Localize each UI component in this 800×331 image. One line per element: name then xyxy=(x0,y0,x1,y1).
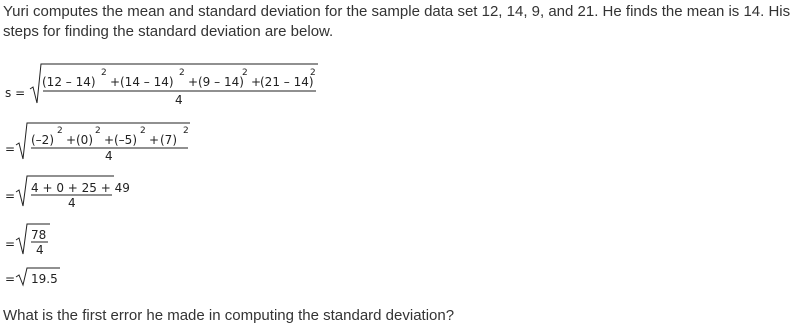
step-2-term-3: (–5) xyxy=(114,133,137,147)
step-1-exp-4: 2 xyxy=(310,68,316,78)
step-1 xyxy=(5,64,318,107)
step-1-lhs: s = xyxy=(5,86,26,100)
step-5-lhs: = xyxy=(5,272,16,286)
step-5 xyxy=(5,268,60,286)
step-1-term-2: (14 – 14) xyxy=(120,75,174,89)
step-2-term-4: (7) xyxy=(160,133,177,147)
step-2-lhs: = xyxy=(5,142,16,156)
step-1-exp-1: 2 xyxy=(101,68,107,78)
step-1-exp-2: 2 xyxy=(179,68,185,78)
step-3-lhs: = xyxy=(5,189,16,203)
step-1-plus-1: + xyxy=(110,75,121,89)
problem-intro: Yuri computes the mean and standard deviation for the sample data set 12, 14, 9, and 21. He finds the mean is 14. His steps for finding the standard deviation are below. xyxy=(3,3,791,40)
step-2-plus-2: + xyxy=(104,133,115,147)
step-1-plus-3: + xyxy=(251,75,262,89)
step-3 xyxy=(5,176,130,210)
step-2-term-2: (0) xyxy=(76,133,93,147)
step-5-radicand: 19.5 xyxy=(31,272,58,286)
step-1-exp-3: 2 xyxy=(242,68,248,78)
step-4-denominator: 4 xyxy=(36,243,44,257)
step-1-plus-2: + xyxy=(188,75,199,89)
step-2-denominator: 4 xyxy=(105,149,113,163)
problem-question: What is the first error he made in computing the standard deviation? xyxy=(3,307,455,324)
step-2-term-1: (–2) xyxy=(31,133,54,147)
step-1-denominator: 4 xyxy=(175,93,183,107)
step-1-term-4: (21 – 14) xyxy=(260,75,314,89)
step-2-exp-1: 2 xyxy=(57,126,63,136)
step-4-numerator: 78 xyxy=(31,228,47,242)
step-3-denominator: 4 xyxy=(68,196,76,210)
step-2-exp-3: 2 xyxy=(140,126,146,136)
step-3-numerator: 4 + 0 + 25 + 49 xyxy=(31,181,130,195)
step-2 xyxy=(5,123,190,163)
step-1-term-1: (12 – 14) xyxy=(42,75,96,89)
step-2-plus-1: + xyxy=(66,133,77,147)
step-1-term-3: (9 – 14) xyxy=(198,75,244,89)
step-4-lhs: = xyxy=(5,237,16,251)
step-2-exp-2: 2 xyxy=(95,126,101,136)
step-2-plus-3: + xyxy=(149,133,160,147)
step-2-exp-4: 2 xyxy=(183,126,189,136)
step-4 xyxy=(5,224,50,257)
